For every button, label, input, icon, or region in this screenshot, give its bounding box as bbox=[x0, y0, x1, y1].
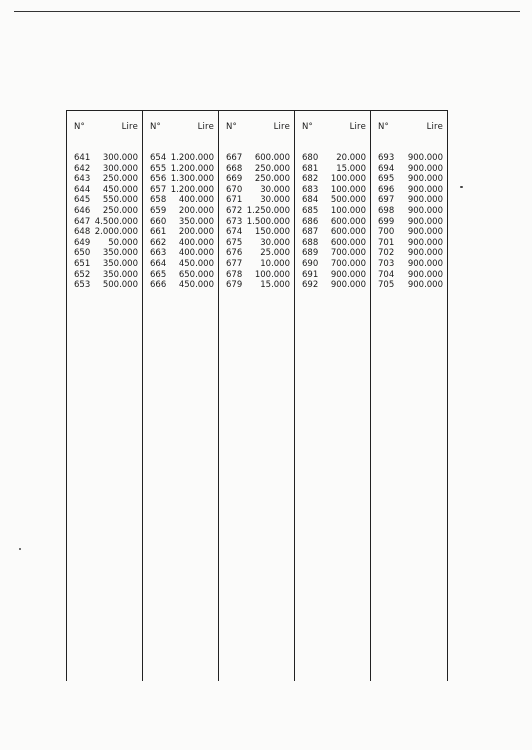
item-price: 200.000 bbox=[178, 205, 214, 216]
table-column bbox=[143, 111, 219, 681]
table-row bbox=[74, 206, 138, 217]
table-row bbox=[150, 227, 214, 238]
table-row bbox=[302, 238, 366, 249]
item-price: 350.000 bbox=[102, 248, 138, 259]
row-list bbox=[371, 142, 447, 291]
item-price: 900.000 bbox=[407, 163, 443, 174]
item-number: 699 bbox=[378, 216, 395, 227]
table-row bbox=[74, 153, 138, 164]
table-row bbox=[150, 153, 214, 164]
item-price: 550.000 bbox=[102, 195, 138, 206]
item-number: 646 bbox=[74, 205, 91, 216]
scan-speck bbox=[19, 548, 21, 550]
item-number: 656 bbox=[150, 174, 167, 185]
item-price: 400.000 bbox=[178, 237, 214, 248]
column-header bbox=[219, 111, 294, 142]
item-number: 645 bbox=[74, 195, 91, 206]
item-number: 659 bbox=[150, 205, 167, 216]
item-price: 600.000 bbox=[254, 153, 290, 163]
item-price: 900.000 bbox=[407, 184, 443, 195]
item-number: 677 bbox=[226, 258, 243, 269]
item-price: 250.000 bbox=[102, 174, 138, 185]
item-number: 688 bbox=[302, 237, 319, 248]
table-row bbox=[74, 164, 138, 175]
table-column bbox=[67, 111, 143, 681]
item-number: 683 bbox=[302, 184, 319, 195]
item-number: 655 bbox=[150, 163, 167, 174]
table-row bbox=[226, 164, 290, 175]
item-number: 649 bbox=[74, 237, 91, 248]
item-price: 900.000 bbox=[407, 269, 443, 280]
table-row bbox=[226, 227, 290, 238]
header-lire-label: Lire bbox=[349, 122, 366, 132]
table-row bbox=[378, 206, 443, 217]
table-column bbox=[219, 111, 295, 681]
item-price: 900.000 bbox=[407, 174, 443, 185]
item-price: 600.000 bbox=[330, 216, 366, 227]
item-number: 675 bbox=[226, 237, 243, 248]
item-number: 662 bbox=[150, 237, 167, 248]
item-price: 4.500.000 bbox=[94, 216, 138, 227]
item-price: 900.000 bbox=[407, 237, 443, 248]
item-number: 653 bbox=[74, 280, 91, 291]
table-row bbox=[150, 280, 214, 291]
item-number: 654 bbox=[150, 153, 167, 163]
top-rule bbox=[14, 11, 520, 12]
table-row bbox=[378, 238, 443, 249]
item-number: 695 bbox=[378, 174, 395, 185]
item-number: 684 bbox=[302, 195, 319, 206]
table-row bbox=[150, 238, 214, 249]
item-price: 300.000 bbox=[102, 153, 138, 163]
item-number: 657 bbox=[150, 184, 167, 195]
table-row bbox=[378, 185, 443, 196]
item-price: 350.000 bbox=[102, 258, 138, 269]
item-price: 30.000 bbox=[260, 237, 290, 248]
table-row bbox=[74, 280, 138, 291]
item-price: 100.000 bbox=[330, 205, 366, 216]
table-row bbox=[302, 206, 366, 217]
item-price: 30.000 bbox=[260, 195, 290, 206]
item-price: 500.000 bbox=[102, 280, 138, 291]
item-number: 693 bbox=[378, 153, 395, 163]
item-price: 1.200.000 bbox=[170, 184, 214, 195]
item-price: 900.000 bbox=[407, 195, 443, 206]
table-row bbox=[226, 195, 290, 206]
header-lire-label: Lire bbox=[197, 122, 214, 132]
table-row bbox=[378, 227, 443, 238]
item-price: 150.000 bbox=[254, 227, 290, 238]
item-number: 647 bbox=[74, 216, 91, 227]
item-price: 500.000 bbox=[330, 195, 366, 206]
item-number: 692 bbox=[302, 280, 319, 291]
table-row bbox=[302, 248, 366, 259]
item-number: 679 bbox=[226, 280, 243, 291]
item-number: 685 bbox=[302, 205, 319, 216]
item-price: 15.000 bbox=[336, 163, 366, 174]
item-number: 658 bbox=[150, 195, 167, 206]
table-row bbox=[74, 185, 138, 196]
item-price: 900.000 bbox=[330, 280, 366, 291]
item-price: 250.000 bbox=[254, 174, 290, 185]
item-number: 660 bbox=[150, 216, 167, 227]
header-lire-label: Lire bbox=[426, 122, 443, 132]
header-number-label: N° bbox=[378, 122, 390, 132]
item-price: 400.000 bbox=[178, 248, 214, 259]
item-number: 687 bbox=[302, 227, 319, 238]
item-price: 25.000 bbox=[260, 248, 290, 259]
header-lire-label: Lire bbox=[273, 122, 290, 132]
item-price: 900.000 bbox=[407, 153, 443, 163]
table-row bbox=[378, 195, 443, 206]
item-number: 702 bbox=[378, 248, 395, 259]
column-header bbox=[67, 111, 142, 142]
table-row bbox=[378, 280, 443, 291]
item-number: 704 bbox=[378, 269, 395, 280]
item-price: 100.000 bbox=[330, 184, 366, 195]
row-list bbox=[143, 142, 218, 291]
table-column bbox=[295, 111, 371, 681]
table-row bbox=[226, 238, 290, 249]
item-number: 676 bbox=[226, 248, 243, 259]
table-row bbox=[150, 217, 214, 228]
column-header bbox=[371, 111, 447, 142]
item-number: 667 bbox=[226, 153, 243, 163]
item-number: 670 bbox=[226, 184, 243, 195]
item-number: 681 bbox=[302, 163, 319, 174]
item-number: 643 bbox=[74, 174, 91, 185]
item-price: 600.000 bbox=[330, 237, 366, 248]
table-row bbox=[150, 270, 214, 281]
item-price: 900.000 bbox=[407, 227, 443, 238]
item-price: 1.250.000 bbox=[246, 205, 290, 216]
item-number: 666 bbox=[150, 280, 167, 291]
item-number: 664 bbox=[150, 258, 167, 269]
table-row bbox=[378, 164, 443, 175]
table-row bbox=[226, 270, 290, 281]
item-number: 700 bbox=[378, 227, 395, 238]
table-row bbox=[302, 217, 366, 228]
item-price: 100.000 bbox=[330, 174, 366, 185]
item-price: 900.000 bbox=[407, 258, 443, 269]
table-row bbox=[302, 195, 366, 206]
header-number-label: N° bbox=[150, 122, 162, 132]
row-list bbox=[67, 142, 142, 291]
item-price: 15.000 bbox=[260, 280, 290, 291]
item-price: 1.500.000 bbox=[246, 216, 290, 227]
item-number: 661 bbox=[150, 227, 167, 238]
item-price: 350.000 bbox=[178, 216, 214, 227]
item-price: 350.000 bbox=[102, 269, 138, 280]
table-column bbox=[371, 111, 447, 681]
table-row bbox=[302, 280, 366, 291]
table-row bbox=[302, 153, 366, 164]
item-price: 1.200.000 bbox=[170, 153, 214, 163]
item-number: 701 bbox=[378, 237, 395, 248]
table-row bbox=[226, 259, 290, 270]
item-price: 50.000 bbox=[108, 237, 138, 248]
table-row bbox=[226, 206, 290, 217]
table-row bbox=[74, 195, 138, 206]
item-price: 20.000 bbox=[336, 153, 366, 163]
item-number: 652 bbox=[74, 269, 91, 280]
header-lire-label: Lire bbox=[121, 122, 138, 132]
table-row bbox=[302, 227, 366, 238]
item-price: 250.000 bbox=[102, 205, 138, 216]
table-row bbox=[150, 195, 214, 206]
item-number: 691 bbox=[302, 269, 319, 280]
table-row bbox=[302, 259, 366, 270]
table-row bbox=[74, 238, 138, 249]
item-number: 703 bbox=[378, 258, 395, 269]
item-number: 648 bbox=[74, 227, 91, 238]
row-list bbox=[219, 142, 294, 291]
item-number: 665 bbox=[150, 269, 167, 280]
item-price: 700.000 bbox=[330, 248, 366, 259]
item-number: 682 bbox=[302, 174, 319, 185]
table-row bbox=[150, 259, 214, 270]
item-price: 200.000 bbox=[178, 227, 214, 238]
item-number: 674 bbox=[226, 227, 243, 238]
item-number: 698 bbox=[378, 205, 395, 216]
column-header bbox=[295, 111, 370, 142]
item-price: 900.000 bbox=[407, 248, 443, 259]
item-price: 2.000.000 bbox=[94, 227, 138, 238]
item-number: 671 bbox=[226, 195, 243, 206]
scan-speck bbox=[460, 186, 463, 188]
item-price: 1.200.000 bbox=[170, 163, 214, 174]
table-row bbox=[74, 174, 138, 185]
item-number: 642 bbox=[74, 163, 91, 174]
table-row bbox=[226, 280, 290, 291]
item-price: 250.000 bbox=[254, 163, 290, 174]
item-price: 900.000 bbox=[407, 216, 443, 227]
item-number: 696 bbox=[378, 184, 395, 195]
item-price: 100.000 bbox=[254, 269, 290, 280]
table-row bbox=[150, 206, 214, 217]
item-number: 672 bbox=[226, 205, 243, 216]
item-number: 690 bbox=[302, 258, 319, 269]
item-number: 705 bbox=[378, 280, 395, 291]
column-header bbox=[143, 111, 218, 142]
item-price: 10.000 bbox=[260, 258, 290, 269]
item-number: 673 bbox=[226, 216, 243, 227]
item-price: 600.000 bbox=[330, 227, 366, 238]
item-number: 641 bbox=[74, 153, 91, 163]
row-list bbox=[295, 142, 370, 291]
table-row bbox=[378, 259, 443, 270]
item-price: 400.000 bbox=[178, 195, 214, 206]
item-number: 694 bbox=[378, 163, 395, 174]
table-row bbox=[74, 270, 138, 281]
item-number: 678 bbox=[226, 269, 243, 280]
table-row bbox=[74, 248, 138, 259]
header-number-label: N° bbox=[74, 122, 86, 132]
header-number-label: N° bbox=[226, 122, 238, 132]
table-row bbox=[302, 270, 366, 281]
table-row bbox=[74, 259, 138, 270]
price-table bbox=[66, 110, 448, 681]
table-row bbox=[226, 217, 290, 228]
table-row bbox=[74, 217, 138, 228]
table-row bbox=[302, 185, 366, 196]
item-price: 900.000 bbox=[407, 205, 443, 216]
item-number: 697 bbox=[378, 195, 395, 206]
item-number: 644 bbox=[74, 184, 91, 195]
item-price: 650.000 bbox=[178, 269, 214, 280]
item-number: 680 bbox=[302, 153, 319, 163]
item-price: 450.000 bbox=[178, 280, 214, 291]
item-price: 1.300.000 bbox=[170, 174, 214, 185]
item-price: 700.000 bbox=[330, 258, 366, 269]
table-row bbox=[378, 153, 443, 164]
table-row bbox=[378, 270, 443, 281]
table-row bbox=[74, 227, 138, 238]
table-row bbox=[378, 217, 443, 228]
table-row bbox=[150, 248, 214, 259]
item-price: 300.000 bbox=[102, 163, 138, 174]
item-number: 686 bbox=[302, 216, 319, 227]
item-number: 663 bbox=[150, 248, 167, 259]
item-price: 450.000 bbox=[102, 184, 138, 195]
table-row bbox=[226, 174, 290, 185]
table-row bbox=[226, 153, 290, 164]
item-number: 689 bbox=[302, 248, 319, 259]
item-number: 668 bbox=[226, 163, 243, 174]
table-row bbox=[150, 185, 214, 196]
table-row bbox=[378, 248, 443, 259]
table-row bbox=[226, 248, 290, 259]
item-price: 900.000 bbox=[407, 280, 443, 291]
table-row bbox=[302, 174, 366, 185]
table-row bbox=[150, 164, 214, 175]
header-number-label: N° bbox=[302, 122, 314, 132]
table-row bbox=[378, 174, 443, 185]
item-price: 900.000 bbox=[330, 269, 366, 280]
table-row bbox=[302, 164, 366, 175]
item-number: 650 bbox=[74, 248, 91, 259]
item-number: 669 bbox=[226, 174, 243, 185]
item-price: 30.000 bbox=[260, 184, 290, 195]
item-price: 450.000 bbox=[178, 258, 214, 269]
table-row bbox=[226, 185, 290, 196]
item-number: 651 bbox=[74, 258, 91, 269]
table-row bbox=[150, 174, 214, 185]
